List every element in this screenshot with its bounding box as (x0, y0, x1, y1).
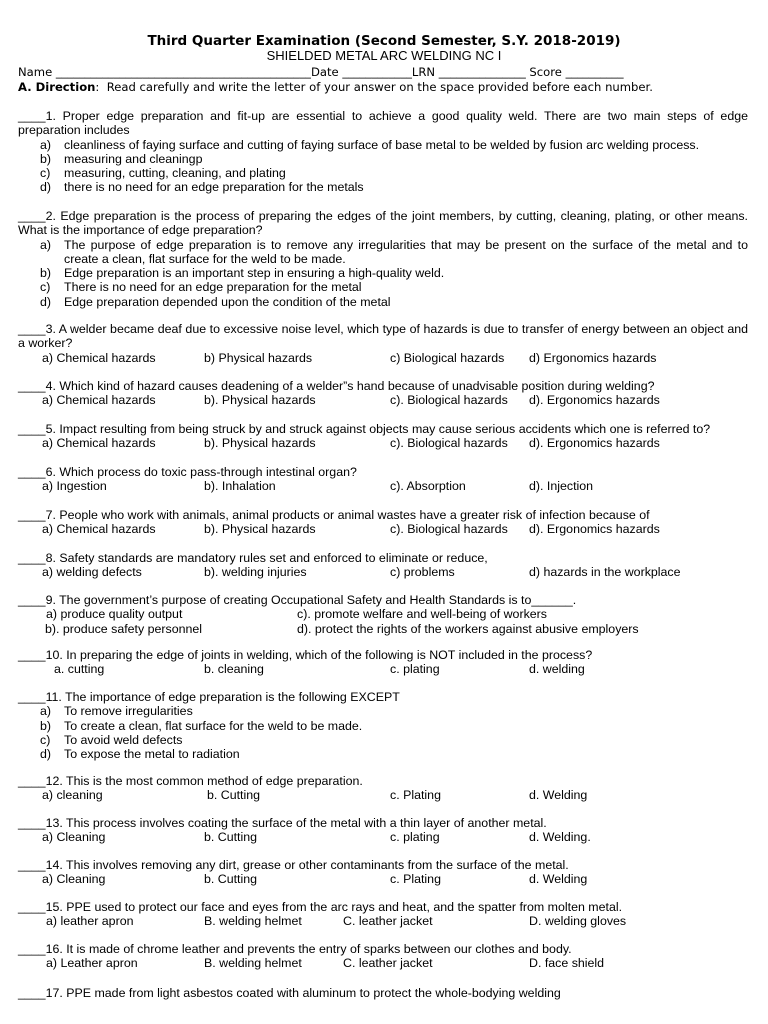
question-stem: ____7. People who work with animals, animal products or animal wastes have a greater risk of infection because of (18, 508, 650, 522)
option-c: c) problems (390, 565, 455, 580)
option-a: a) Ingestion (42, 479, 107, 494)
question-8 (18, 551, 748, 580)
option-d: d. Welding. (529, 830, 591, 845)
direction-text: : Read carefully and write the letter of your answer on the space provided before each number. (95, 80, 653, 94)
question-7 (18, 508, 748, 537)
option-b: b). produce safety personnel (45, 621, 203, 636)
option-a: a. cutting (54, 662, 105, 677)
question-stem: ____10. In preparing the edge of joints in welding, which of the following is NOT included in the process? (18, 648, 593, 662)
options-row (18, 351, 748, 365)
option-b: b. Cutting (204, 872, 258, 887)
question-6 (18, 465, 748, 494)
option-c: c). Biological hazards (390, 436, 508, 451)
question-17 (18, 986, 748, 1000)
option-a: a) Cleaning (42, 830, 106, 845)
question-13 (18, 816, 748, 845)
option-b: b. cleaning (204, 662, 264, 677)
option-d: D. face shield (529, 956, 605, 971)
option-label: b) (40, 718, 52, 733)
option-label: b) (40, 266, 52, 281)
option-d: d). Ergonomics hazards (529, 522, 660, 537)
option-c: c. plating (390, 830, 440, 845)
option-text: To remove irregularities (64, 704, 193, 719)
option-c: c). promote welfare and well-being of workers (297, 607, 547, 622)
question-stem: ____14. This involves removing any dirt, grease or other contaminants from the surface of the metal. (18, 858, 569, 872)
options-row (18, 393, 748, 407)
option-a: a) Chemical hazards (42, 350, 156, 365)
option-text: To avoid weld defects (64, 732, 183, 747)
question-5 (18, 422, 748, 451)
option-label: d) (40, 294, 52, 309)
option-b: b). Physical hazards (204, 436, 316, 451)
options-row (18, 956, 748, 970)
question-stem: ____3. A welder became deaf due to excessive noise level, which type of hazards is due to transfer of energy between an object and a worker? (18, 322, 748, 351)
question-stem: ____1. Proper edge preparation and fit-up are essential to achieve a good quality weld. There are two main steps of edge preparation includes (18, 109, 748, 138)
option-d: d). protect the rights of the workers against abusive employers (297, 621, 639, 636)
question-12 (18, 774, 748, 803)
option-d: D. welding gloves (529, 914, 627, 929)
question-stem: ____11. The importance of edge preparation is the following EXCEPT (18, 690, 400, 704)
option-item (18, 138, 748, 152)
option-c: c) Biological hazards (390, 350, 505, 365)
option-text: measuring and cleaningp (64, 151, 203, 166)
option-label: c) (40, 166, 51, 181)
option-item (18, 180, 748, 194)
option-a: a) Chemical hazards (42, 436, 156, 451)
options-row (18, 522, 748, 536)
question-stem: ____6. Which process do toxic pass-through intestinal organ? (18, 465, 357, 479)
question-stem: ____5. Impact resulting from being struck by and struck against objects may cause serious accidents which one is referred to? (18, 422, 711, 436)
option-item (18, 295, 748, 309)
option-d: d) hazards in the workplace (529, 565, 681, 580)
question-stem: ____2. Edge preparation is the process of preparing the edges of the joint members, by cutting, cleaning, plating, or other means. What is the importance of edge preparation? (18, 209, 748, 238)
question-2 (18, 209, 748, 309)
option-c: c). Biological hazards (390, 393, 508, 408)
option-label: c) (40, 732, 51, 747)
option-b: B. welding helmet (204, 956, 302, 971)
option-text: There is no need for an edge preparation for the metal (64, 280, 362, 295)
exam-title: Third Quarter Examination (Second Semester, S.Y. 2018-2019) (147, 33, 621, 49)
option-text: To create a clean, flat surface for the weld to be made. (64, 718, 363, 733)
question-1 (18, 109, 748, 195)
option-a: a) Leather apron (46, 956, 138, 971)
option-a: a) leather apron (46, 914, 134, 929)
option-b: b). Physical hazards (204, 393, 316, 408)
question-stem: ____8. Safety standards are mandatory rules set and enforced to eliminate or reduce, (18, 551, 488, 565)
option-a: a) cleaning (42, 788, 103, 803)
option-item (18, 719, 748, 733)
option-text: there is no need for an edge preparation for the metals (64, 180, 364, 195)
option-c: c). Biological hazards (390, 522, 508, 537)
option-text: Edge preparation is an important step in ensuring a high-quality weld. (64, 266, 445, 281)
option-item (18, 266, 748, 280)
question-stem: ____12. This is the most common method of edge preparation. (18, 774, 363, 788)
question-stem: ____17. PPE made from light asbestos coated with aluminum to protect the whole-bodying welding (18, 986, 561, 1000)
options-row (18, 565, 748, 579)
options-row (18, 830, 748, 844)
student-info-line: Name ____________________________________________Date ____________LRN _______________ Score __________ (18, 65, 624, 79)
option-label: d) (40, 180, 52, 195)
question-stem: ____15. PPE used to protect our face and eyes from the arc rays and heat, and the spatter from molten metal. (18, 900, 623, 914)
option-text: measuring, cutting, cleaning, and plating (64, 166, 286, 181)
option-c: C. leather jacket (343, 956, 433, 971)
option-b: B. welding helmet (204, 914, 302, 929)
question-stem: ____9. The government’s purpose of creating Occupational Safety and Health Standards is to______. (18, 593, 577, 607)
option-label: a) (40, 237, 52, 252)
question-4 (18, 379, 748, 408)
option-b: b. Cutting (207, 788, 261, 803)
options-row (18, 872, 748, 886)
option-label: a) (40, 137, 52, 152)
question-9 (18, 593, 748, 636)
option-item (18, 280, 748, 294)
option-a: a) Chemical hazards (42, 522, 156, 537)
option-b: b. Cutting (204, 830, 258, 845)
options-row (18, 914, 748, 928)
question-3 (18, 322, 748, 365)
options-row (18, 436, 748, 450)
option-b: b) Physical hazards (204, 350, 313, 365)
direction-label: A. Direction (18, 80, 96, 94)
option-text: The purpose of edge preparation is to remove any irregularities that may be present on the surface of the metal and to create a clean, flat surface for the weld to be made. (64, 237, 748, 266)
option-text: Edge preparation depended upon the condition of the metal (64, 294, 391, 309)
option-a: a) Chemical hazards (42, 393, 156, 408)
options-row (18, 622, 748, 636)
question-11 (18, 690, 748, 761)
option-b: b). welding injuries (204, 565, 307, 580)
option-c: c). Absorption (390, 479, 466, 494)
option-label: b) (40, 151, 52, 166)
question-15 (18, 900, 748, 929)
option-a: a) welding defects (42, 565, 142, 580)
option-item (18, 166, 748, 180)
option-c: c. Plating (390, 872, 441, 887)
options-row (18, 607, 748, 621)
option-item (18, 747, 748, 761)
options-row (18, 662, 748, 676)
options-row (18, 788, 748, 802)
option-a: a) Cleaning (42, 872, 106, 887)
option-item (18, 238, 748, 267)
question-stem: ____13. This process involves coating the surface of the metal with a thin layer of another metal. (18, 816, 547, 830)
question-16 (18, 942, 748, 971)
option-c: c. plating (390, 662, 440, 677)
option-text: To expose the metal to radiation (64, 747, 240, 762)
option-item (18, 704, 748, 718)
option-item (18, 152, 748, 166)
question-10 (18, 648, 748, 677)
option-label: d) (40, 747, 52, 762)
option-d: d. Welding (529, 872, 588, 887)
option-d: d. welding (529, 662, 585, 677)
option-a: a) produce quality output (46, 607, 183, 622)
options-row (18, 479, 748, 493)
option-d: d). Ergonomics hazards (529, 436, 660, 451)
option-label: a) (40, 704, 52, 719)
option-label: c) (40, 280, 51, 295)
option-d: d). Ergonomics hazards (529, 393, 660, 408)
option-c: c. Plating (390, 788, 441, 803)
question-stem: ____16. It is made of chrome leather and prevents the entry of sparks between our clothes and body. (18, 942, 572, 956)
direction-line (18, 80, 748, 94)
option-item (18, 733, 748, 747)
question-stem: ____4. Which kind of hazard causes deadening of a welder”s hand because of unadvisable position during welding? (18, 379, 655, 393)
option-d: d. Welding (529, 788, 588, 803)
question-14 (18, 858, 748, 887)
option-b: b). Inhalation (204, 479, 276, 494)
option-b: b). Physical hazards (204, 522, 316, 537)
option-c: C. leather jacket (343, 914, 433, 929)
option-d: d). Injection (529, 479, 594, 494)
exam-subtitle: SHIELDED METAL ARC WELDING NC I (266, 48, 502, 63)
option-text: cleanliness of faying surface and cutting of faying surface of base metal to be welded by fusion arc welding process. (64, 137, 700, 152)
option-d: d) Ergonomics hazards (529, 350, 657, 365)
